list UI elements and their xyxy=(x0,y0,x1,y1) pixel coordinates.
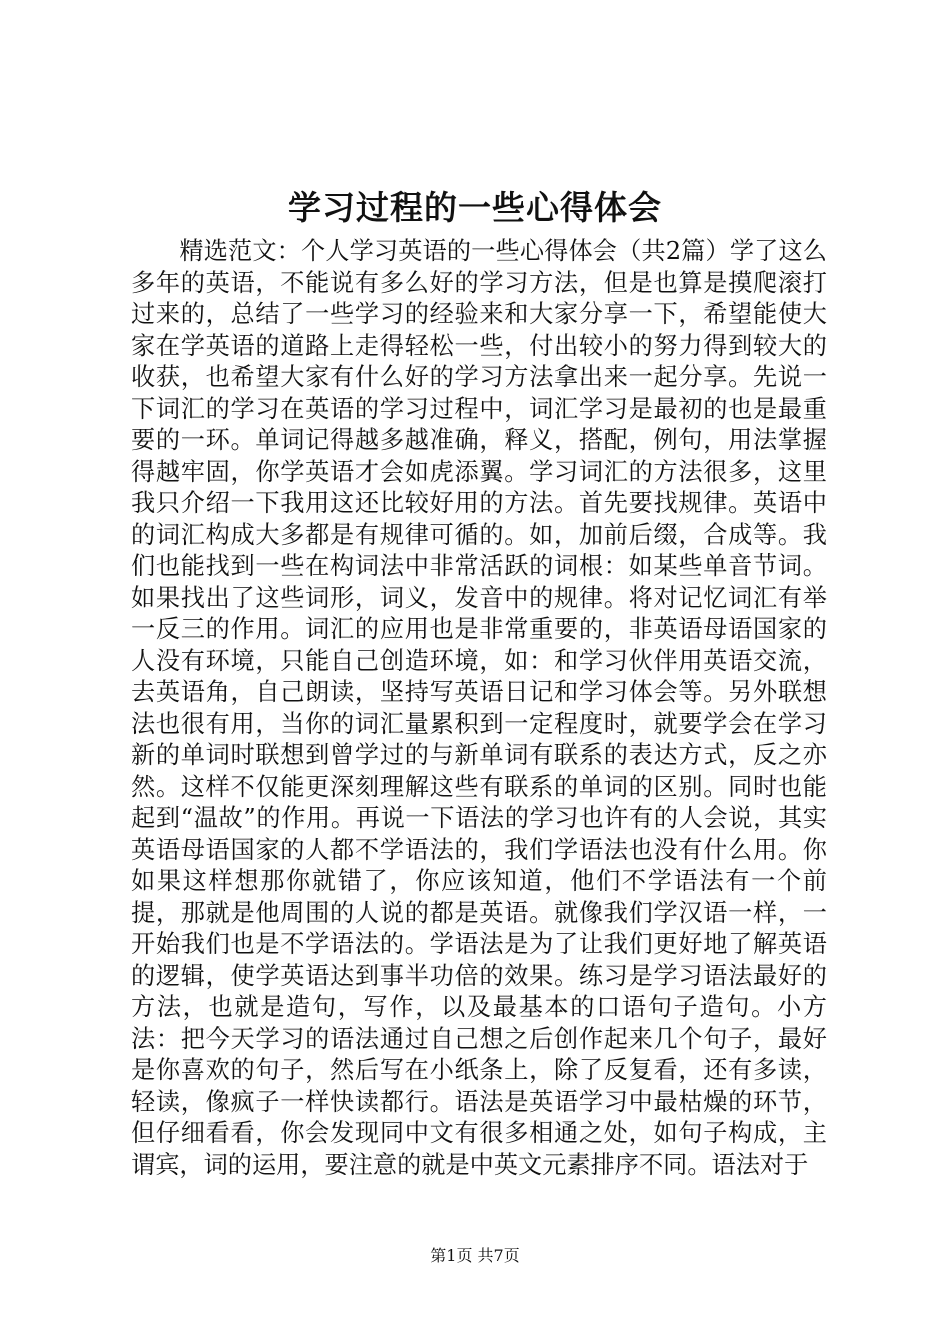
document-title: 学习过程的一些心得体会 xyxy=(288,188,662,227)
document-body-paragraph: 精选范文：个人学习英语的一些心得体会（共2篇）学了这么多年的英语，不能说有多么好的学习方法，但是也算是摸爬滚打过来的，总结了一些学习的经验来和大家分享一下，希望能使大家在学英语的道路上走得轻松一些，付出较小的努力得到较大的收获，也希望大家有什么好的学习方法拿出来一起分享。先说一下词汇的学习在英语的学习过程中，词汇学习是最初的也是最重要的一环。单词记得越多越准确，释义，搭配，例句，用法掌握得越牢固，你学英语才会如虎添翼。学习词汇的方法很多，这里我只介绍一下我用这还比较好用的方法。首先要找规律。英语中的词汇构成大多都是有规律可循的。如，加前后缀，合成等。我们也能找到一些在构词法中非常活跃的词根：如某些单音节词。如果找出了这些词形，词义，发音中的规律。将对记忆词汇有举一反三的作用。词汇的应用也是非常重要的，非英语母语国家的人没有环境，只能自己创造环境，如：和学习伙伴用英语交流，去英语角，自己朗读，坚持写英语日记和学习体会等。另外联想法也很有用，当你的词汇量累积到一定程度时，就要学会在学习新的单词时联想到曾学过的与新单词有联系的表达方式，反之亦然。这样不仅能更深刻理解这些有联系的单词的区别。同时也能起到“温故”的作用。再说一下语法的学习也许有的人会说，其实英语母语国家的人都不学语法的，我们学语法也没有什么用。你如果这样想那你就错了，你应该知道，他们不学语法有一个前提，那就是他周围的人说的都是英语。就像我们学汉语一样，一开始我们也是不学语法的。学语法是为了让我们更好地了解英语的逻辑，使学英语达到事半功倍的效果。练习是学习语法最好的方法，也就是造句，写作，以及最基本的口语句子造句。小方法：把今天学习的语法通过自己想之后创作起来几个句子，最好是你喜欢的句子，然后写在小纸条上，除了反复看，还有多读，轻读，像疯子一样快读都行。语法是英语学习中最枯燥的环节，但仔细看看，你会发现同中文有很多相通之处，如句子构成，主谓宾，词的运用，要注意的就是中英文元素排序不同。语法对于 xyxy=(131,237,827,1179)
page-number-footer: 第1页 共7页 xyxy=(430,1246,520,1265)
